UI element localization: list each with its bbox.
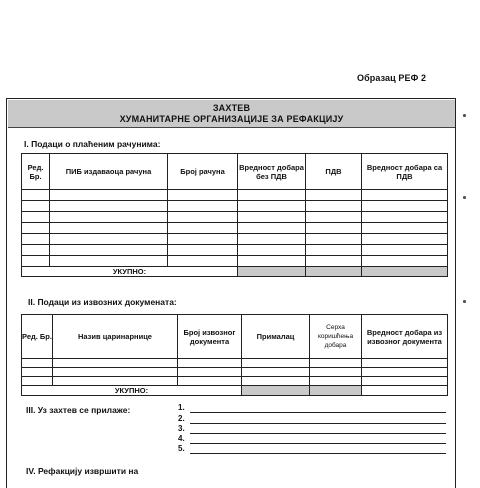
table-row [22,234,448,245]
attachment-line-5[interactable] [190,453,446,454]
table-row [22,359,448,368]
col-export-value: Вредност добара из извозног документа [362,315,448,359]
title-line-2: ХУМАНИТАРНЕ ОРГАНИЗАЦИЈЕ ЗА РЕФАКЦИЈУ [119,114,344,124]
total-recipient[interactable] [242,386,310,396]
invoices-header-row [22,154,448,190]
section-3-heading: III. Уз захтев се прилаже: [26,405,131,415]
col-export-doc-number: Број извозног документа [178,315,242,359]
total-value-excl-vat[interactable] [238,267,306,277]
invoices-total-row [22,267,448,277]
export-header-row [22,315,448,359]
section-2-heading: II. Подаци из извозних докумената: [28,297,177,307]
table-row [22,190,448,201]
title-banner [8,100,455,128]
total-export-value[interactable] [362,386,448,396]
col-tax-id: ПИБ издаваоца рачуна [50,154,168,190]
col-recipient: Прималац [242,315,310,359]
invoices-total-label: УКУПНО: [22,267,238,277]
attachment-line-1[interactable] [190,412,446,413]
total-vat[interactable] [306,267,362,277]
attachment-number-4: 4. [178,434,185,443]
attachment-number-3: 3. [178,424,185,433]
col-vat: ПДВ [306,154,362,190]
col-value-excl-vat: Вредност добара без ПДВ [238,154,306,190]
section-4-heading: IV. Рефакцију извршити на [26,466,139,476]
table-row [22,212,448,223]
attachment-number-5: 5. [178,444,185,453]
total-purpose[interactable] [310,386,362,396]
total-value-incl-vat[interactable] [362,267,448,277]
scan-speck [463,114,466,117]
col-customs-office: Назив царинарнице [53,315,178,359]
attachment-number-2: 2. [178,414,185,423]
table-row [22,256,448,267]
title-line-1: ЗАХТЕВ [212,103,251,113]
col-ordinal: Ред. Бр. [22,154,50,190]
export-total-label: УКУПНО: [22,386,242,396]
table-row [22,377,448,386]
table-row [22,201,448,212]
table-row [22,223,448,234]
attachment-line-4[interactable] [190,443,446,444]
attachment-line-3[interactable] [190,433,446,434]
col-invoice-number: Број рачуна [168,154,238,190]
attachment-number-1: 1. [178,403,185,412]
table-row [22,245,448,256]
section-1-heading: I. Подаци о плаћеним рачунима: [24,139,161,149]
export-total-row [22,386,448,396]
col-purpose: Серха коришћења добара [310,315,362,359]
invoices-table [21,153,448,277]
col-ordinal: Ред. Бр. [22,315,53,359]
attachment-line-2[interactable] [190,423,446,424]
form-id: Образац РЕФ 2 [357,73,427,83]
export-docs-table [21,314,448,396]
scan-speck [463,300,466,303]
col-value-incl-vat: Вредност добара са ПДВ [362,154,448,190]
scan-speck [463,196,466,199]
table-row [22,368,448,377]
